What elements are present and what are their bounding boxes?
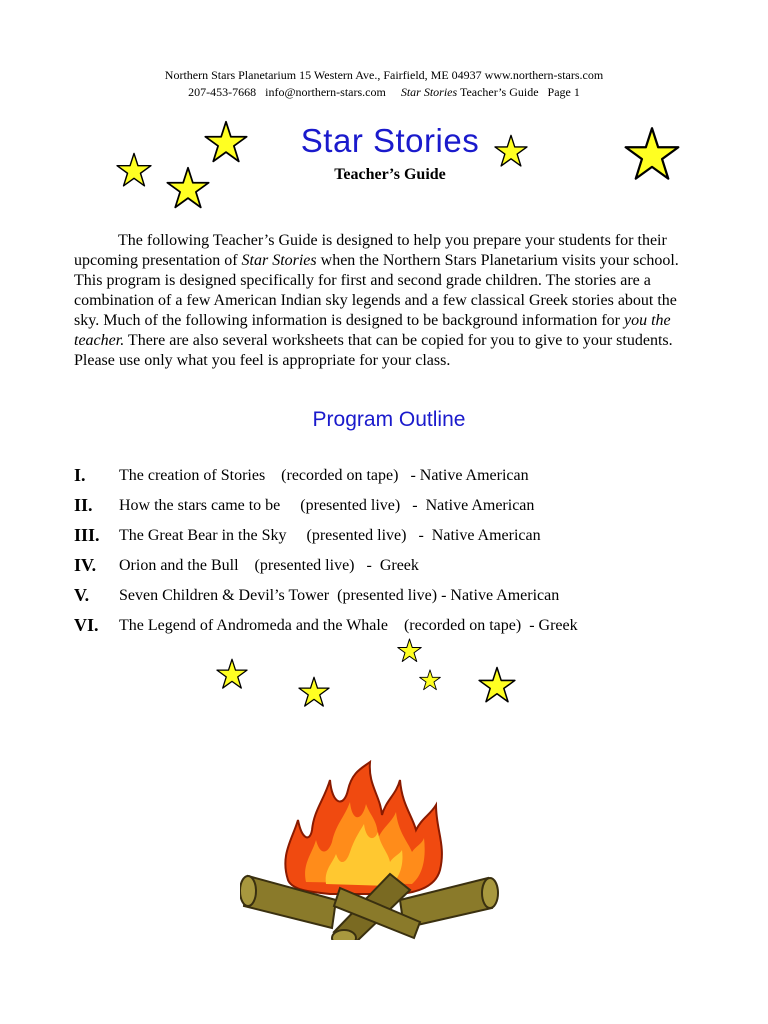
- list-item-text: How the stars came to be (presented live) - Native American: [119, 497, 535, 514]
- list-item-text: The creation of Stories (recorded on tape) - Native American: [119, 467, 529, 484]
- star-icon: [494, 134, 528, 168]
- campfire-icon: [240, 760, 500, 940]
- intro-text-1: The following Teacher’s Guide is designed to help you prepare your students for their upcoming presentation of: [74, 232, 667, 269]
- list-item: [74, 465, 714, 495]
- list-item-number: II.: [74, 495, 93, 515]
- page-title: Star Stories: [300, 122, 480, 159]
- star-icon: [419, 669, 441, 691]
- star-icon: [298, 676, 330, 708]
- list-item-number: VI.: [74, 615, 99, 635]
- intro-paragraph: [74, 231, 699, 371]
- star-icon: [166, 166, 210, 210]
- list-item: [74, 525, 714, 555]
- star-icon: [216, 658, 248, 690]
- list-item-number: IV.: [74, 555, 97, 575]
- list-item-number: III.: [74, 525, 100, 545]
- program-outline-list: [74, 465, 714, 645]
- list-item-text: The Legend of Andromeda and the Whale (recorded on tape) - Greek: [119, 617, 578, 634]
- star-icon: [478, 666, 516, 704]
- list-item-number: I.: [74, 465, 86, 485]
- header-page-label: Teacher’s Guide Page 1: [457, 85, 580, 99]
- header-contact: 207-453-7668 info@northern-stars.com: [188, 85, 401, 99]
- header-program-title: Star Stories: [400, 85, 458, 99]
- header-contact-line: [0, 84, 768, 101]
- list-item: [74, 585, 714, 615]
- list-item-text: The Great Bear in the Sky (presented live) - Native American: [119, 527, 541, 544]
- intro-italic-2: you the teacher.: [74, 312, 671, 349]
- header-address-line: Northern Stars Planetarium 15 Western Ave., Fairfield, ME 04937 www.northern-stars.com: [164, 68, 604, 82]
- star-icon: [204, 120, 248, 164]
- intro-italic-1: Star Stories: [241, 252, 317, 269]
- star-icon: [116, 152, 152, 188]
- star-icon: [397, 638, 422, 663]
- intro-text-2: when the Northern Stars Planetarium visits your school. This program is designed specifically for first and second grade children. The stories are a combination of a few American Indian sky legends and a few classical Greek stories about the sky. Much of the following information is designed to be background information for: [74, 252, 679, 329]
- list-item-text: Orion and the Bull (presented live) - Greek: [119, 557, 419, 574]
- list-item-text: Seven Children & Devil’s Tower (presented live) - Native American: [119, 587, 560, 604]
- star-icon: [624, 126, 680, 182]
- page-subtitle: Teacher’s Guide: [334, 166, 446, 183]
- intro-text-3: There are also several worksheets that can be copied for you to give to your students. Please use only what you feel is appropriate for your class.: [74, 332, 673, 369]
- list-item-number: V.: [74, 585, 90, 605]
- outline-heading: Program Outline: [312, 408, 466, 431]
- list-item: [74, 615, 714, 645]
- list-item: [74, 495, 714, 525]
- list-item: [74, 555, 714, 585]
